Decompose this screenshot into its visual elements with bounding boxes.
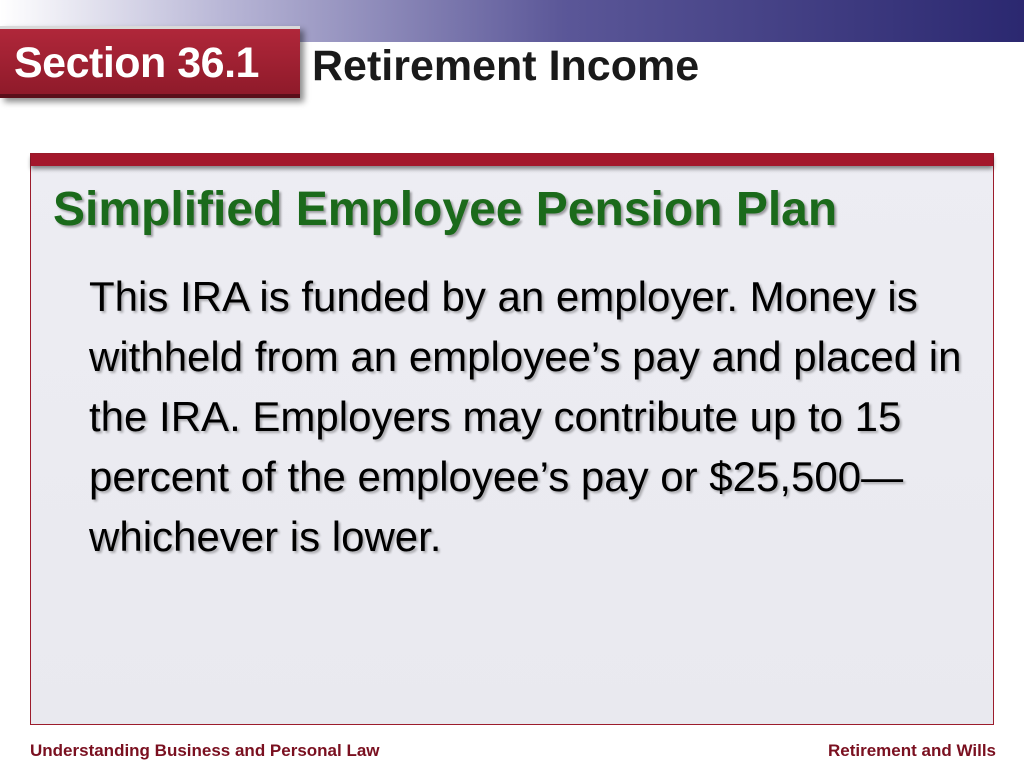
slide-heading: Simplified Employee Pension Plan	[53, 183, 838, 236]
section-title: Retirement Income	[312, 42, 700, 90]
content-panel	[30, 153, 994, 725]
section-badge	[0, 26, 300, 98]
footer-course-title: Understanding Business and Personal Law	[30, 741, 380, 760]
content-top-rule	[31, 154, 993, 166]
section-label: Section 36.1	[14, 39, 259, 87]
slide-body-text: This IRA is funded by an employer. Money is withheld from an employee’s pay and placed in the IRA. Employers may contribute up to 15 percent of the employee’s pay or $25,500—whichever is lower.	[89, 273, 962, 560]
footer-chapter-title: Retirement and Wills	[828, 741, 996, 760]
